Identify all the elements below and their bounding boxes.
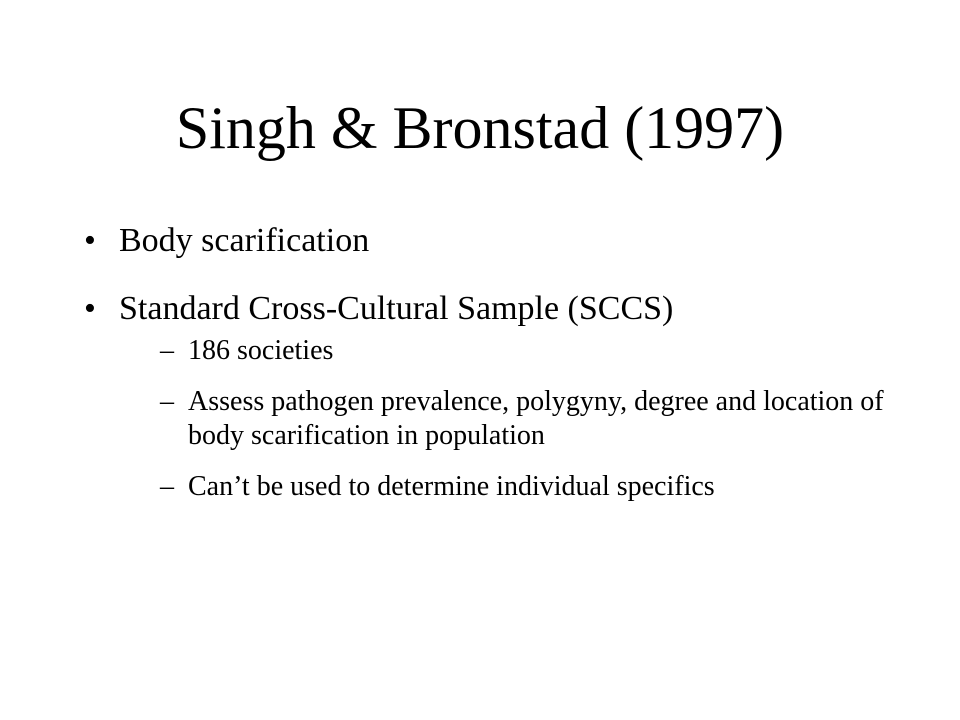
slide-title: Singh & Bronstad (1997)	[175, 95, 785, 161]
bullet-marker: •	[84, 222, 96, 259]
sub-bullet-list	[119, 334, 914, 504]
bullet-text: Body scarification	[119, 222, 370, 259]
dash-marker: –	[160, 386, 174, 417]
bullet-marker: •	[84, 290, 96, 327]
sub-bullet-text: Can’t be used to determine individual specifics	[188, 471, 715, 502]
dash-marker: –	[160, 335, 174, 366]
bullet-list	[84, 218, 914, 526]
bullet-item-sccs	[84, 286, 914, 504]
sub-bullet-text: Assess pathogen prevalence, polygyny, degree and location of body scarification in population	[188, 386, 884, 451]
sub-bullet-item-assess	[119, 385, 914, 453]
sub-bullet-item-societies	[119, 334, 914, 368]
dash-marker: –	[160, 471, 174, 502]
sub-bullet-item-individual	[119, 470, 914, 504]
sub-bullet-text: 186 societies	[188, 335, 334, 366]
bullet-text: Standard Cross-Cultural Sample (SCCS)	[119, 290, 674, 327]
bullet-item-body-scarification	[84, 218, 914, 264]
